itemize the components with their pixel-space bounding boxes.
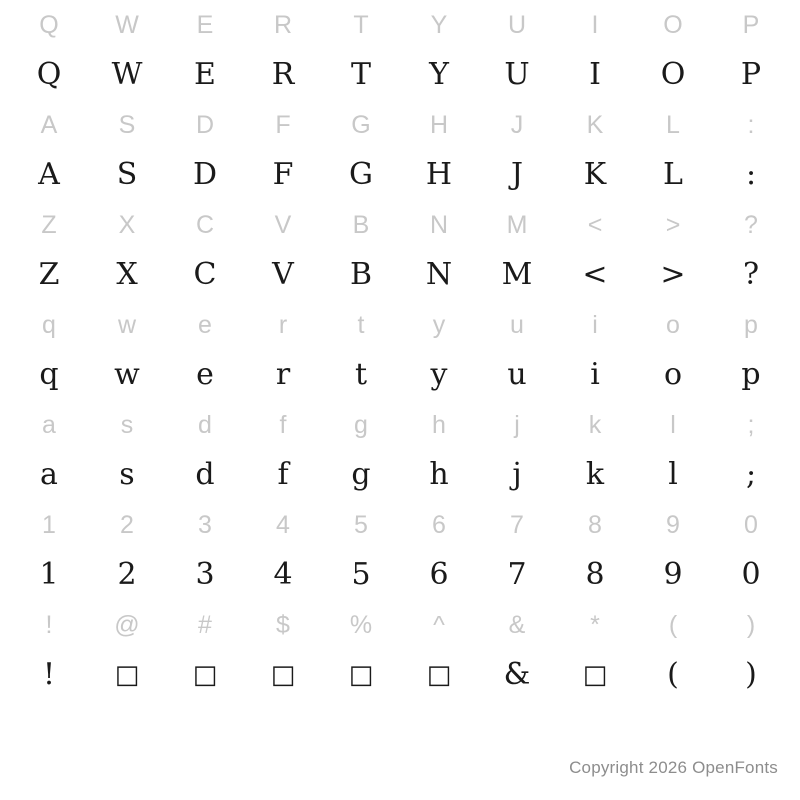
glyph-cell: w: [114, 357, 140, 392]
key-label-cell: @: [114, 610, 140, 639]
glyph-cell: k: [585, 457, 605, 492]
glyph-cell: h: [429, 457, 449, 492]
key-label-cell: d: [198, 410, 212, 439]
key-label-cell: N: [429, 210, 449, 239]
key-label-cell: *: [590, 610, 600, 639]
glyph-cell: o: [663, 357, 683, 392]
glyph-cell: I: [589, 57, 601, 92]
key-label-cell: R: [273, 10, 293, 39]
key-label-cell: H: [429, 110, 449, 139]
key-label-cell: r: [278, 310, 288, 339]
key-label-cell: y: [432, 310, 446, 339]
glyph-cell: !: [42, 657, 56, 692]
key-label-cell: 8: [588, 510, 602, 539]
key-label-cell: 0: [744, 510, 758, 539]
glyph-cell: <: [582, 257, 608, 292]
key-label-cell: G: [351, 110, 371, 139]
glyph-cell: g: [351, 457, 371, 492]
glyph-cell: e: [196, 357, 214, 392]
key-label-cell: 1: [42, 510, 56, 539]
glyph-cell: i: [590, 357, 600, 392]
glyph-cell: 7: [507, 557, 527, 592]
glyph-cell: 5: [351, 557, 371, 592]
key-label-cell: P: [742, 10, 760, 39]
key-label-cell: e: [198, 310, 212, 339]
key-label-cell: A: [40, 110, 58, 139]
glyph-cell: □: [348, 660, 374, 690]
glyph-cell: >: [660, 257, 686, 292]
key-label-cell: 6: [432, 510, 446, 539]
key-label-cell: X: [118, 210, 136, 239]
key-label-cell: W: [115, 10, 139, 39]
key-label-cell: w: [117, 310, 137, 339]
key-label-cell: s: [120, 410, 134, 439]
glyph-cell: L: [663, 157, 683, 192]
key-label-cell: C: [195, 210, 215, 239]
glyph-cell: D: [192, 157, 218, 192]
key-label-cell: Y: [430, 10, 448, 39]
key-label-cell: p: [744, 310, 758, 339]
glyph-cell: u: [507, 357, 527, 392]
glyph-cell: (: [667, 657, 679, 692]
glyph-cell: S: [116, 157, 138, 192]
glyph-cell: 3: [195, 557, 215, 592]
key-label-cell: a: [42, 410, 56, 439]
glyph-cell: X: [116, 257, 138, 292]
key-label-cell: :: [747, 110, 755, 139]
glyph-cell: □: [582, 660, 608, 690]
key-label-cell: i: [592, 310, 598, 339]
key-label-cell: T: [353, 10, 369, 39]
glyph-cell: G: [349, 157, 373, 192]
glyph-cell: a: [40, 457, 58, 492]
glyph-cell: d: [195, 457, 215, 492]
key-label-cell: 3: [198, 510, 212, 539]
key-label-cell: S: [118, 110, 136, 139]
glyph-cell: P: [740, 57, 762, 92]
key-label-cell: ?: [744, 210, 758, 239]
key-label-cell: j: [514, 410, 520, 439]
key-label-cell: M: [506, 210, 528, 239]
key-label-cell: u: [510, 310, 524, 339]
key-label-cell: D: [195, 110, 215, 139]
glyph-cell: Z: [38, 257, 60, 292]
glyph-cell: M: [501, 257, 533, 292]
key-label-cell: V: [274, 210, 292, 239]
key-label-cell: l: [670, 410, 676, 439]
key-label-cell: E: [196, 10, 214, 39]
glyph-cell: 8: [585, 557, 605, 592]
glyph-cell: f: [277, 457, 289, 492]
key-label-cell: f: [279, 410, 287, 439]
glyph-cell: R: [271, 57, 295, 92]
glyph-cell: 2: [117, 557, 137, 592]
glyph-cell: p: [741, 357, 761, 392]
glyph-cell: B: [349, 257, 373, 292]
glyph-cell: l: [668, 457, 678, 492]
glyph-cell: ?: [742, 257, 760, 292]
glyph-cell: :: [745, 157, 757, 192]
key-label-cell: (: [668, 610, 678, 639]
glyph-cell: y: [430, 357, 448, 392]
key-label-cell: !: [45, 610, 53, 639]
key-label-cell: o: [666, 310, 680, 339]
key-label-cell: ^: [433, 610, 445, 639]
glyph-cell: ): [745, 657, 757, 692]
glyph-cell: K: [583, 157, 607, 192]
key-label-cell: 2: [120, 510, 134, 539]
glyph-cell: F: [272, 157, 294, 192]
glyph-cell: s: [119, 457, 135, 492]
key-label-cell: q: [42, 310, 56, 339]
glyph-cell: □: [114, 660, 140, 690]
glyph-cell: &: [503, 657, 531, 692]
key-label-cell: h: [432, 410, 446, 439]
glyph-cell: C: [193, 257, 217, 292]
key-label-cell: #: [198, 610, 212, 639]
glyph-cell: V: [272, 257, 294, 292]
glyph-cell: O: [660, 57, 686, 92]
glyph-cell: □: [270, 660, 296, 690]
key-label-cell: F: [275, 110, 291, 139]
glyph-cell: 9: [663, 557, 683, 592]
key-label-cell: t: [357, 310, 365, 339]
key-label-cell: 9: [666, 510, 680, 539]
glyph-cell: T: [350, 57, 371, 92]
key-label-cell: 5: [354, 510, 368, 539]
glyph-cell: U: [504, 57, 530, 92]
key-label-cell: ;: [747, 410, 755, 439]
key-label-cell: I: [591, 10, 599, 39]
glyph-cell: j: [512, 457, 522, 492]
key-label-cell: 7: [510, 510, 524, 539]
glyph-cell: 0: [741, 557, 761, 592]
glyph-cell: □: [192, 660, 218, 690]
key-label-cell: Z: [41, 210, 57, 239]
key-label-cell: U: [507, 10, 527, 39]
key-label-cell: B: [352, 210, 370, 239]
key-label-cell: k: [588, 410, 602, 439]
glyph-cell: 4: [273, 557, 293, 592]
key-label-cell: g: [354, 410, 368, 439]
glyph-cell: r: [275, 357, 291, 392]
key-label-cell: $: [276, 610, 290, 639]
glyph-cell: q: [39, 357, 59, 392]
glyph-cell: A: [38, 157, 60, 192]
key-label-cell: ): [746, 610, 756, 639]
key-label-cell: 4: [276, 510, 290, 539]
glyph-cell: E: [194, 57, 216, 92]
key-label-cell: J: [510, 110, 524, 139]
key-label-cell: O: [663, 10, 683, 39]
key-label-cell: Q: [39, 10, 59, 39]
key-label-cell: <: [587, 210, 603, 239]
key-label-cell: L: [666, 110, 680, 139]
key-label-cell: %: [349, 610, 373, 639]
glyph-cell: Y: [429, 57, 449, 92]
glyph-cell: □: [426, 660, 452, 690]
copyright-notice: Copyright 2026 OpenFonts: [569, 758, 778, 777]
glyph-cell: ;: [745, 457, 757, 492]
glyph-cell: W: [111, 57, 143, 92]
glyph-cell: 6: [429, 557, 449, 592]
glyph-cell: N: [425, 257, 453, 292]
key-label-cell: >: [665, 210, 681, 239]
key-label-cell: &: [508, 610, 526, 639]
glyph-cell: J: [510, 157, 524, 192]
glyph-cell: Q: [36, 57, 62, 92]
key-label-cell: K: [586, 110, 604, 139]
glyph-cell: H: [425, 157, 453, 192]
glyph-cell: t: [354, 357, 368, 392]
glyph-cell: 1: [39, 557, 59, 592]
